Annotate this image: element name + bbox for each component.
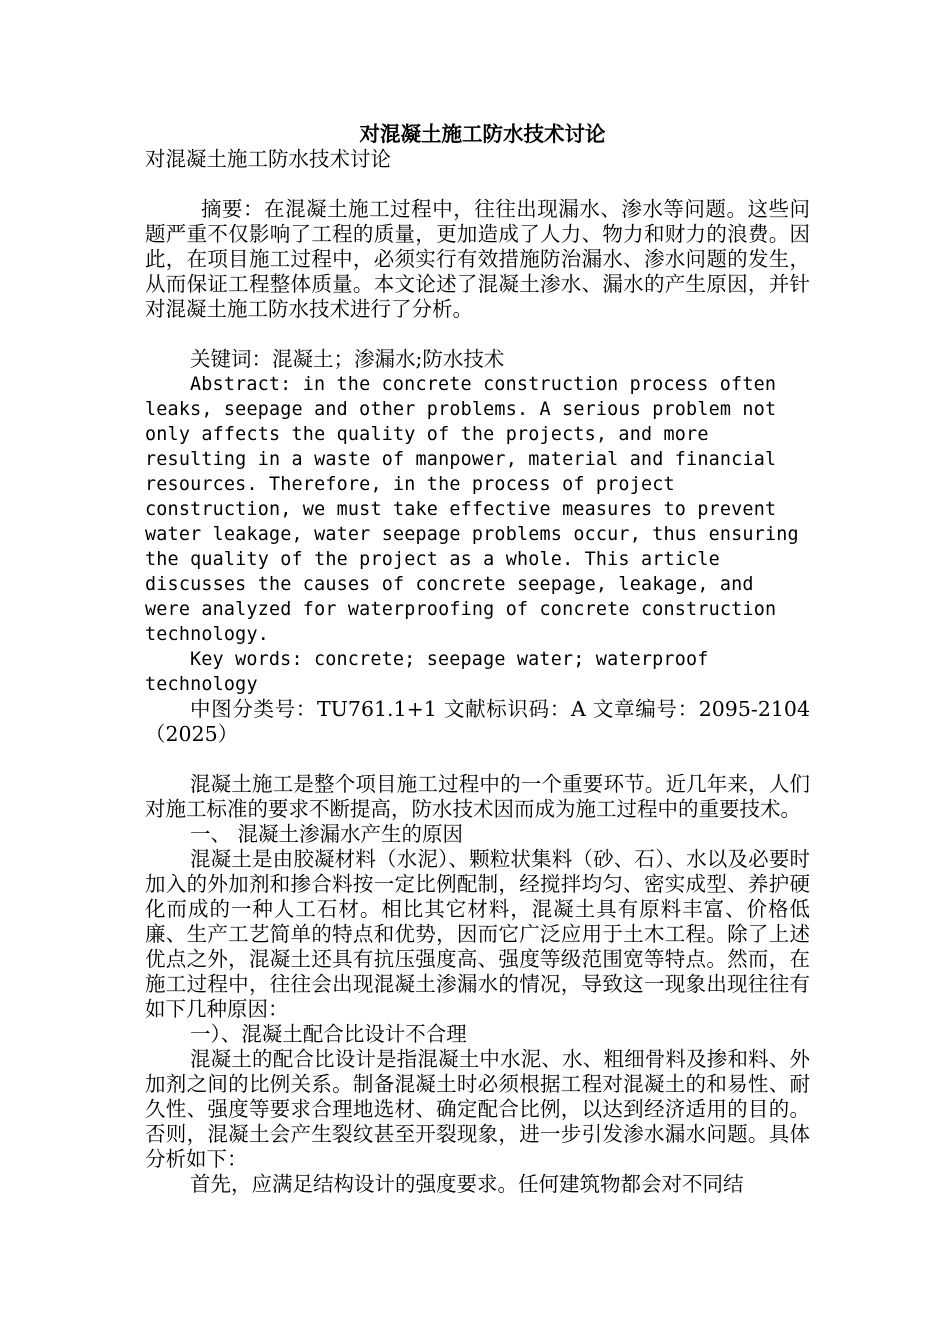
subsection-heading: 一）、混凝土配合比设计不合理 (190, 1022, 467, 1046)
last-paragraph: 首先，应满足结构设计的强度要求。任何建筑物都会对不同结 (190, 1172, 744, 1196)
classification-line: 中图分类号：TU761.1+1 文献标识码：A 文章编号：2095-2104（2025） (145, 697, 810, 746)
spacer (145, 172, 810, 197)
intro-paragraph: 混凝土施工是整个项目施工过程中的一个重要环节。近几年来，人们对施工标准的要求不断提高，防水技术因而成为施工过程中的重要技术。 (145, 772, 810, 821)
keywords-chinese: 关键词：混凝土；渗漏水;防水技术 (190, 347, 505, 371)
spacer (145, 747, 810, 772)
keywords-english: Key words: concrete; seepage water; waterproof technology (145, 649, 709, 695)
document-page (145, 122, 810, 1197)
subsection-paragraph: 混凝土的配合比设计是指混凝土中水泥、水、粗细骨料及掺和料、外加剂之间的比例关系。制备混凝土时必须根据工程对混凝土的和易性、耐久性、强度等要求合理地选材、确定配合比例，以达到经济适用的目的。否则，混凝土会产生裂纹甚至开裂现象，进一步引发渗水漏水问题。具体分析如下： (145, 1047, 810, 1171)
abstract-english: Abstract: in the concrete construction process often leaks, seepage and other problems. A serious problem not only affects the quality of the projects, and more resulting in a waste of manpower, material and financial resources. Therefore, in the process of project construction, we must take effective measures to prevent water leakage, water seepage problems occur, thus ensuring the quality of the project as a whole. This article discusses the causes of concrete seepage, leakage, and were analyzed for waterproofing of concrete construction technology. (145, 374, 799, 645)
section-paragraph: 混凝土是由胶凝材料（水泥）、颗粒状集料（砂、石）、水以及必要时加入的外加剂和掺合料按一定比例配制，经搅拌均匀、密实成型、养护硬化而成的一种人工石材。相比其它材料，混凝土具有原料丰富、价格低廉、生产工艺简单的特点和优势，因而它广泛应用于土木工程。除了上述优点之外，混凝土还具有抗压强度高、强度等级范围宽等特点。然而，在施工过程中，往往会出现混凝土渗漏水的情况，导致这一现象出现往往有如下几种原因： (145, 847, 810, 1021)
document-title: 对混凝土施工防水技术讨论 (359, 122, 606, 146)
section-heading: 一、 混凝土渗漏水产生的原因 (190, 822, 464, 846)
spacer (145, 322, 810, 347)
document-subtitle: 对混凝土施工防水技术讨论 (145, 147, 391, 171)
abstract-chinese: 摘要：在混凝土施工过程中，往往出现漏水、渗水等问题。这些问题严重不仅影响了工程的质量，更加造成了人力、物力和财力的浪费。因此，在项目施工过程中，必须实行有效措施防治漏水、渗水问题的发生，从而保证工程整体质量。本文论述了混凝土渗水、漏水的产生原因，并针对混凝土施工防水技术进行了分析。 (145, 197, 810, 321)
